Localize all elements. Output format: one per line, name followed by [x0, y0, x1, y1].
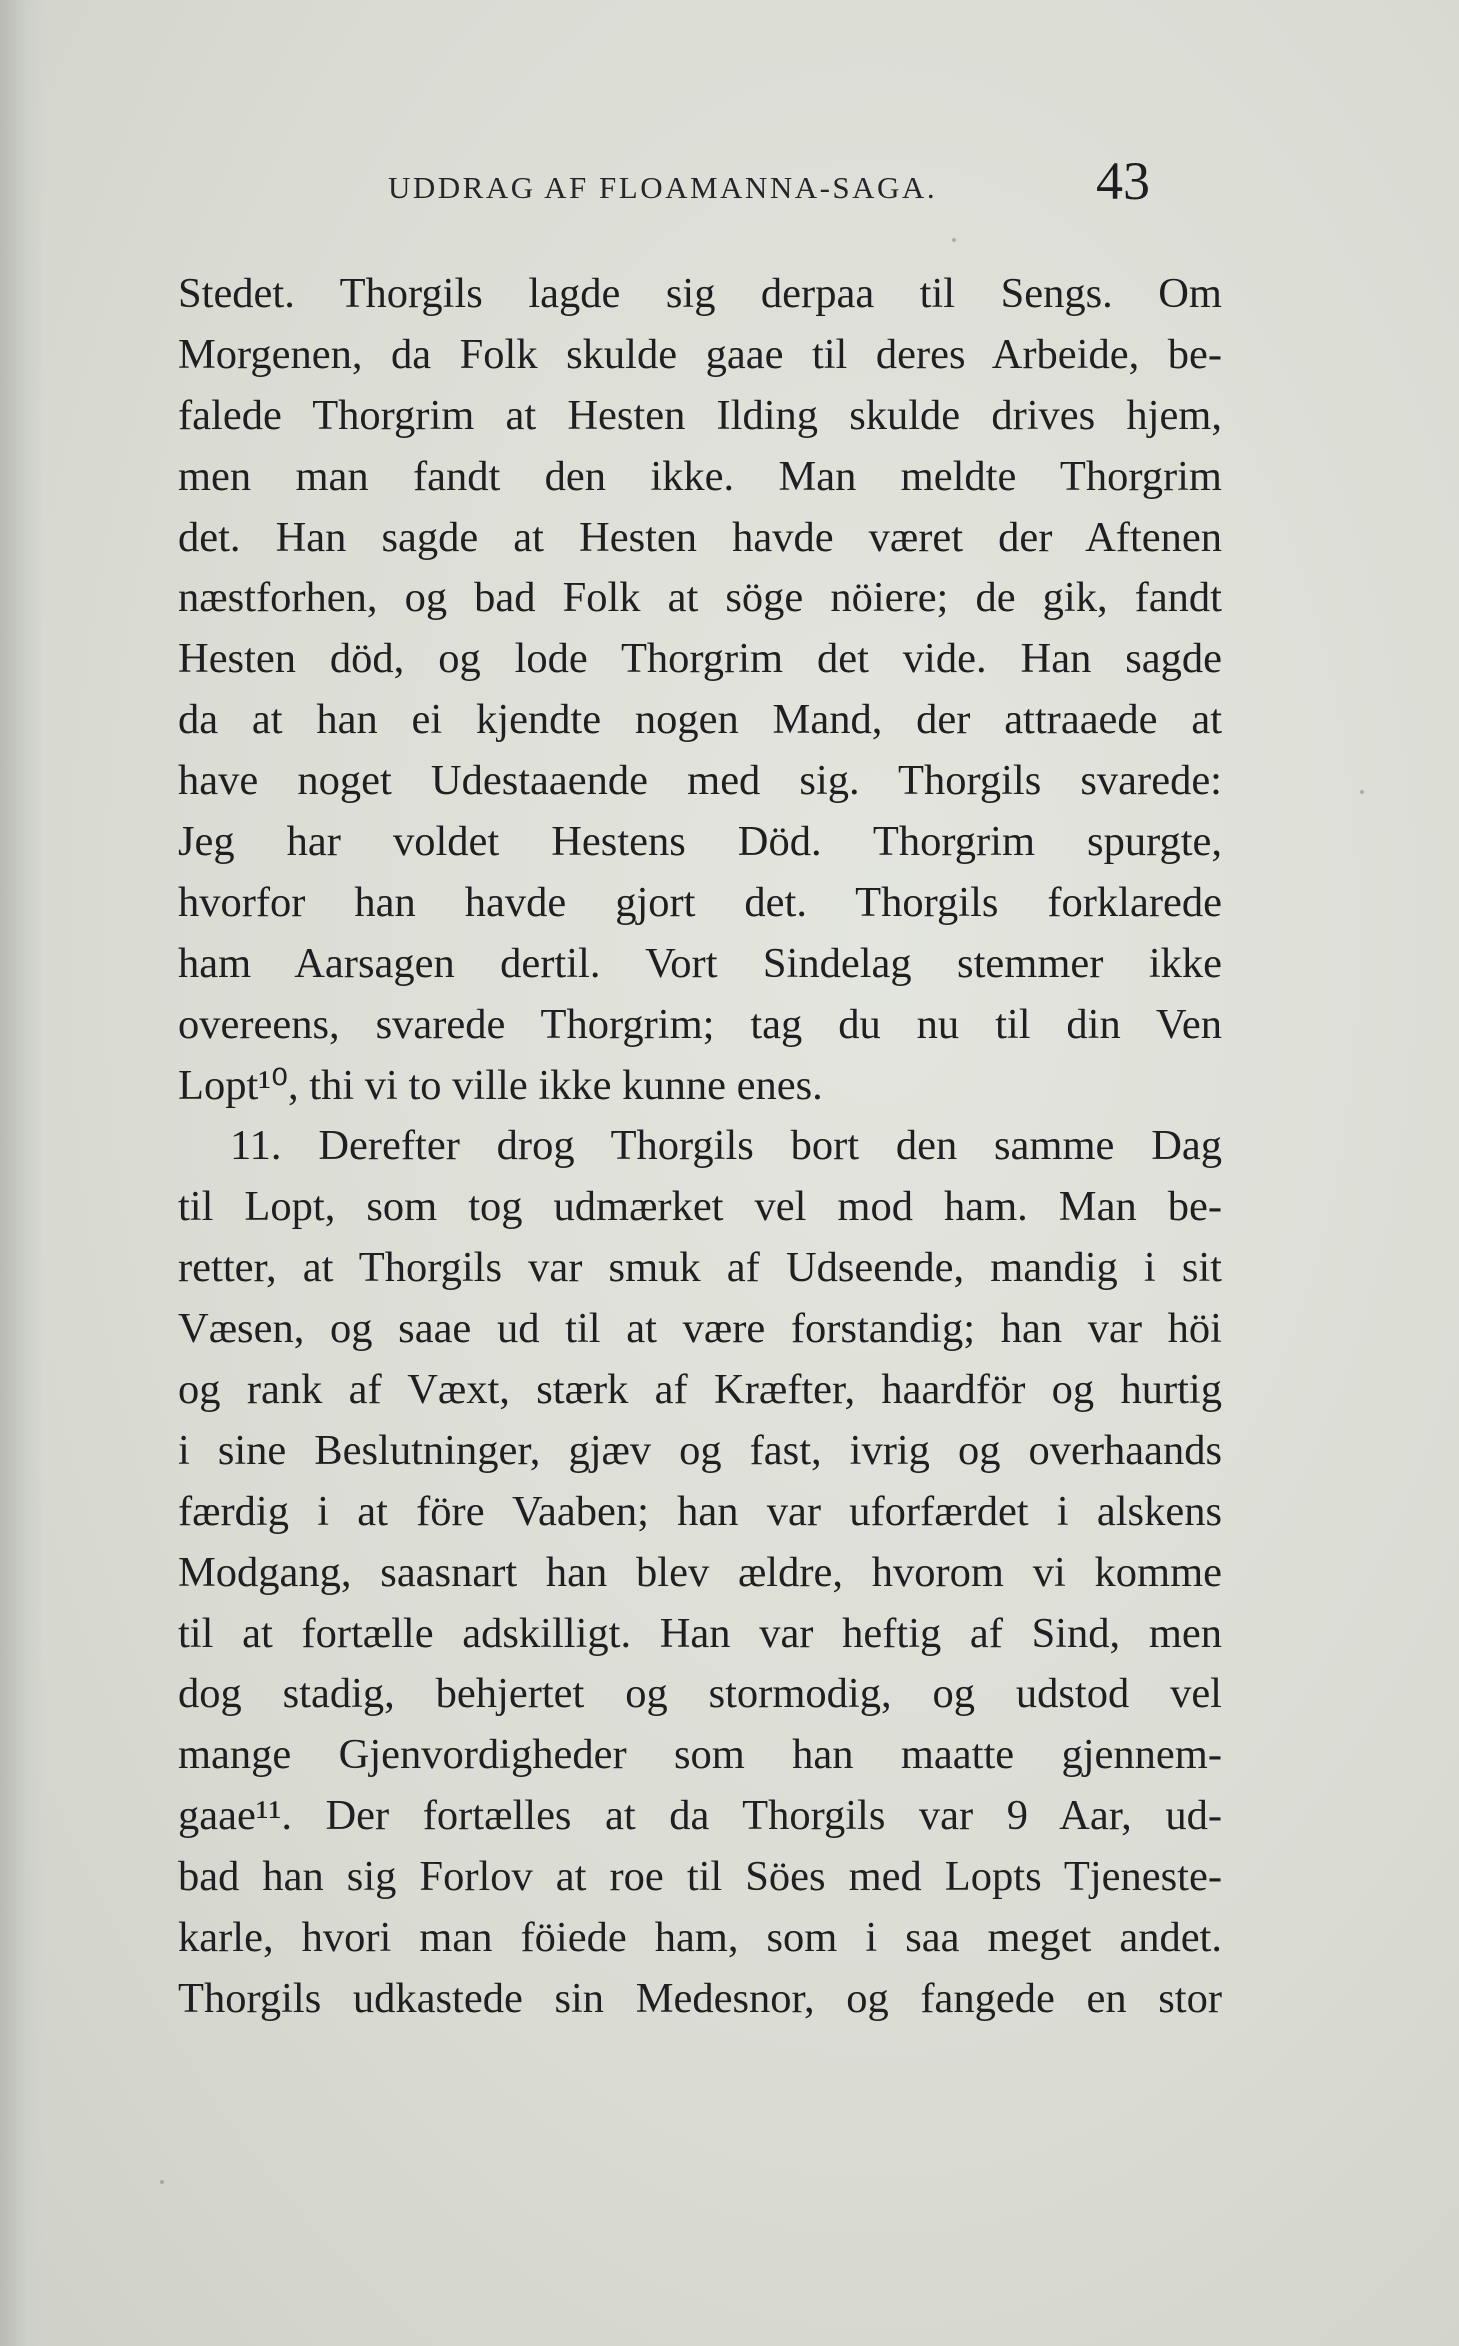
text-line: bad han sig Forlov at roe til Söes med Lopts Tjeneste-: [178, 1853, 1222, 1901]
text-line: færdig i at före Vaaben; han var uforfærdet i alskens: [178, 1487, 1222, 1535]
text-line: i sine Beslutninger, gjæv og fast, ivrig og overhaands: [178, 1426, 1222, 1474]
text-line: Jeg har voldet Hestens Död. Thorgrim spurgte,: [178, 818, 1222, 866]
text-line: ham Aarsagen dertil. Vort Sindelag stemmer ikke: [178, 939, 1222, 987]
text-line: og rank af Væxt, stærk af Kræfter, haardför og hurtig: [178, 1366, 1222, 1414]
print-speck: [160, 2180, 164, 2184]
text-line: mange Gjenvordigheder som han maatte gjennem-: [178, 1731, 1222, 1779]
text-line: Væsen, og saae ud til at være forstandig; han var höi: [178, 1305, 1222, 1353]
page-gutter-shadow: [0, 0, 44, 2346]
text-line: men man fandt den ikke. Man meldte Thorgrim: [178, 452, 1222, 500]
text-line: næstforhen, og bad Folk at söge nöiere; de gik, fandt: [178, 574, 1222, 622]
text-line: Modgang, saasnart han blev ældre, hvorom vi komme: [178, 1548, 1222, 1596]
text-line: hvorfor han havde gjort det. Thorgils forklarede: [178, 878, 1222, 926]
text-line: karle, hvori man föiede ham, som i saa meget andet.: [178, 1914, 1222, 1962]
print-speck: [1360, 790, 1364, 794]
text-line: falede Thorgrim at Hesten Ilding skulde drives hjem,: [178, 391, 1222, 439]
text-line: Stedet. Thorgils lagde sig derpaa til Sengs. Om: [178, 270, 1222, 317]
text-line: til at fortælle adskilligt. Han var heftig af Sind, men: [178, 1609, 1222, 1657]
body-text: [178, 264, 1222, 2030]
text-line: det. Han sagde at Hesten havde været der Aftenen: [178, 513, 1222, 561]
page-number: 43: [1096, 151, 1150, 211]
text-line: have noget Udestaaende med sig. Thorgils svarede:: [178, 757, 1222, 805]
paragraph-end-line: Lopt¹⁰, thi vi to ville ikke kunne enes.: [178, 1061, 823, 1109]
text-line: da at han ei kjendte nogen Mand, der attraaede at: [178, 696, 1222, 744]
text-line: retter, at Thorgils var smuk af Udseende, mandig i sit: [178, 1244, 1222, 1292]
section-11-first-line: 11. Derefter drog Thorgils bort den samme Dag: [230, 1122, 1222, 1170]
text-line: til Lopt, som tog udmærket vel mod ham. Man be-: [178, 1183, 1222, 1231]
text-line: dog stadig, behjertet og stormodig, og udstod vel: [178, 1670, 1222, 1718]
print-speck: [952, 238, 956, 242]
running-title: UDDRAG AF FLOAMANNA-SAGA.: [388, 170, 938, 205]
text-line: Morgenen, da Folk skulde gaae til deres Arbeide, be-: [178, 330, 1222, 378]
text-line: Hesten död, og lode Thorgrim det vide. Han sagde: [178, 635, 1222, 683]
page-header: [388, 150, 1158, 220]
text-line: gaae¹¹. Der fortælles at da Thorgils var 9 Aar, ud-: [178, 1792, 1222, 1840]
text-line: Thorgils udkastede sin Medesnor, og fangede en stor: [178, 1974, 1222, 2022]
text-line: overeens, svarede Thorgrim; tag du nu til din Ven: [178, 1000, 1222, 1048]
